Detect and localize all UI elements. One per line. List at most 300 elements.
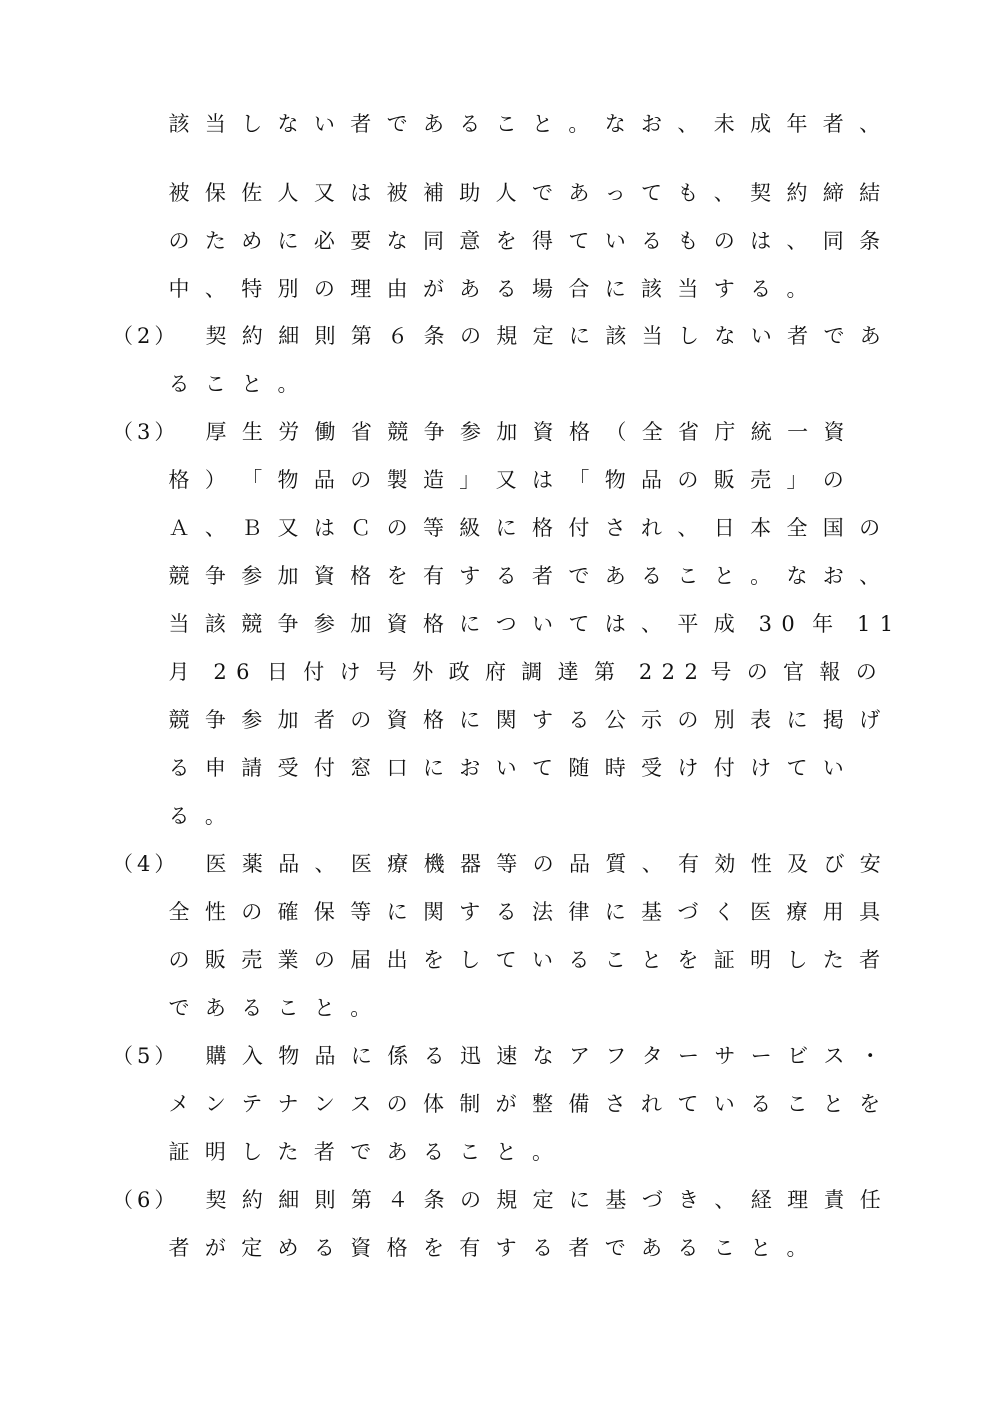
text-char: 契 — [205, 1188, 227, 1212]
text-char: 得 — [532, 229, 553, 253]
text-char: て — [786, 756, 808, 780]
text-char: 特 — [241, 277, 263, 301]
text-char: に — [786, 708, 808, 732]
text-char: 品 — [278, 852, 300, 876]
text-char: 第 — [594, 660, 615, 684]
text-char: 第 — [350, 324, 372, 348]
text-char: に — [459, 612, 481, 636]
text-char: 、 — [204, 516, 226, 540]
text-char: 。 — [786, 1236, 808, 1260]
text-char: は — [750, 229, 772, 253]
text-char: 売 — [750, 468, 772, 492]
text-char: 」 — [459, 468, 481, 492]
text-char: こ — [459, 1140, 481, 1164]
text-char: 者 — [568, 1236, 590, 1260]
text-char: と — [750, 1236, 772, 1260]
text-char: が — [204, 1236, 226, 1260]
text-line — [0, 221, 1000, 261]
text-char: 。 — [350, 996, 372, 1020]
text-char: 基 — [605, 1188, 627, 1212]
text-char: 必 — [313, 229, 335, 253]
text-char: 約 — [241, 324, 263, 348]
text-char: 本 — [750, 516, 772, 540]
text-char: 競 — [168, 564, 190, 588]
text-char: 格 — [569, 420, 590, 444]
text-char: 品 — [641, 468, 663, 492]
text-char: 受 — [277, 756, 299, 780]
text-char: さ — [604, 1092, 626, 1116]
text-char: 医 — [750, 900, 772, 924]
text-char: を — [422, 1236, 444, 1260]
text-char: 別 — [277, 277, 299, 301]
text-line — [0, 1132, 1000, 1172]
text-char: 療 — [786, 900, 808, 924]
text-char: で — [168, 996, 190, 1020]
text-char: つ — [495, 612, 517, 636]
text-char: ス — [350, 1092, 372, 1116]
text-char: し — [678, 324, 700, 348]
text-char: 中 — [168, 277, 190, 301]
text-char: 統 — [750, 420, 772, 444]
text-char: け — [677, 756, 699, 780]
text-char: 助 — [459, 181, 481, 205]
text-char: た — [277, 1140, 299, 1164]
text-char: 付 — [313, 756, 335, 780]
text-line — [0, 508, 1000, 548]
text-char: 用 — [822, 900, 844, 924]
text-char: す — [459, 900, 481, 924]
text-char: の — [168, 948, 190, 972]
text-char: 整 — [532, 1092, 553, 1116]
text-char: 加 — [350, 612, 372, 636]
text-char: で — [568, 564, 590, 588]
text-char: 者 — [350, 112, 372, 136]
text-char: 規 — [496, 324, 518, 348]
text-char: 器 — [459, 852, 481, 876]
text-char: 当 — [677, 277, 699, 301]
text-char: 表 — [750, 708, 772, 732]
text-char: 、 — [677, 112, 699, 136]
text-char: 制 — [459, 1092, 481, 1116]
text-char: て — [568, 229, 590, 253]
text-char: 性 — [204, 900, 226, 924]
text-char: 者 — [787, 324, 809, 348]
text-char: る — [495, 900, 517, 924]
text-char: に — [569, 1188, 590, 1212]
text-char: の — [313, 277, 335, 301]
text-char: お — [459, 756, 481, 780]
text-char: 格 — [168, 468, 190, 492]
text-char: 当 — [168, 612, 190, 636]
text-char: 、 — [641, 852, 663, 876]
text-char: 格 — [422, 708, 444, 732]
text-line — [0, 269, 1000, 309]
text-char: れ — [641, 1092, 663, 1116]
text-char: 争 — [204, 708, 226, 732]
text-char: に — [604, 900, 626, 924]
text-char: 安 — [859, 852, 881, 876]
text-line — [0, 556, 1000, 596]
text-char: こ — [277, 996, 299, 1020]
text-char: 及 — [787, 852, 809, 876]
text-char: タ — [641, 1044, 663, 1068]
text-char: で — [823, 324, 845, 348]
text-char: い — [604, 229, 626, 253]
text-char: る — [168, 804, 190, 828]
text-char: の — [822, 468, 844, 492]
text-char: 造 — [422, 468, 444, 492]
text-char: を — [859, 1092, 881, 1116]
text-char: に — [350, 1044, 372, 1068]
text-char: 販 — [713, 468, 735, 492]
text-char: 締 — [822, 181, 844, 205]
text-char: は — [313, 516, 335, 540]
text-char: 「 — [241, 468, 263, 492]
text-char: 競 — [168, 708, 190, 732]
text-char: れ — [641, 516, 663, 540]
text-char: フ — [605, 1044, 627, 1068]
text-char: の — [168, 229, 190, 253]
text-char: め — [241, 229, 263, 253]
text-line — [0, 748, 1000, 788]
text-char: ６ — [387, 324, 409, 348]
text-char: ナ — [277, 1092, 299, 1116]
text-char: 調 — [521, 660, 543, 684]
text-char: な — [386, 229, 408, 253]
text-char: 場 — [532, 277, 553, 301]
text-char: 政 — [448, 660, 470, 684]
text-char: 性 — [750, 852, 772, 876]
text-char: る — [532, 1236, 553, 1260]
text-char: 被 — [168, 181, 190, 205]
text-char: 細 — [278, 1188, 300, 1212]
text-char: く — [713, 900, 735, 924]
text-char: は — [532, 468, 553, 492]
text-char: 参 — [459, 420, 481, 444]
text-char: と — [241, 372, 263, 396]
text-char: き — [678, 1188, 700, 1212]
text-char: る — [459, 112, 481, 136]
text-char: 薬 — [241, 852, 263, 876]
text-char: 、 — [786, 229, 808, 253]
text-char: す — [532, 708, 553, 732]
text-char: ・ — [859, 1044, 881, 1068]
text-char: も — [677, 181, 699, 205]
text-char: 業 — [277, 948, 299, 972]
text-char: す — [713, 277, 735, 301]
text-char: 人 — [277, 181, 299, 205]
text-char: と — [641, 948, 663, 972]
text-char: Ａ — [168, 516, 190, 540]
text-char: 物 — [604, 468, 626, 492]
text-char: 関 — [422, 900, 444, 924]
text-char: 窓 — [350, 756, 372, 780]
text-line — [0, 604, 1000, 644]
text-char: 則 — [314, 324, 336, 348]
text-char: こ — [677, 564, 699, 588]
text-char: 全 — [641, 420, 663, 444]
text-char: 細 — [278, 324, 300, 348]
text-char: 資 — [350, 1236, 372, 1260]
text-char: 該 — [641, 277, 663, 301]
text-char: る — [568, 948, 590, 972]
text-char: あ — [459, 277, 481, 301]
text-char: 契 — [750, 181, 772, 205]
text-char: 時 — [604, 756, 626, 780]
text-line — [0, 104, 1000, 144]
text-char: 条 — [423, 324, 445, 348]
text-char: 争 — [423, 420, 445, 444]
text-char: で — [604, 1236, 626, 1260]
text-char: 有 — [678, 852, 700, 876]
text-char: 当 — [641, 324, 663, 348]
text-char: 格 — [350, 564, 372, 588]
text-char: 購 — [205, 1044, 227, 1068]
text-char: な — [604, 112, 626, 136]
text-char: お — [822, 564, 844, 588]
text-char: 物 — [278, 1044, 300, 1068]
text-char: 関 — [495, 708, 517, 732]
text-char: の — [313, 948, 335, 972]
text-char: る — [641, 564, 663, 588]
text-char: 物 — [277, 468, 299, 492]
text-line — [0, 316, 1000, 356]
text-char: 参 — [313, 612, 335, 636]
text-char: こ — [495, 112, 517, 136]
text-char: に — [386, 900, 408, 924]
text-char: に — [604, 277, 626, 301]
item-number: （2） — [112, 324, 180, 348]
text-char: 規 — [496, 1188, 518, 1212]
text-char: 又 — [277, 516, 299, 540]
text-char: 資 — [823, 420, 845, 444]
text-char: お — [641, 112, 663, 136]
text-char: け — [750, 756, 772, 780]
text-char: が — [495, 1092, 517, 1116]
text-char: る — [677, 1236, 699, 1260]
item-number: （3） — [112, 420, 180, 444]
text-char: 約 — [241, 1188, 263, 1212]
text-char: こ — [604, 948, 626, 972]
text-char: 示 — [641, 708, 663, 732]
text-line — [0, 1228, 1000, 1268]
text-char: で — [386, 112, 408, 136]
text-char: 労 — [278, 420, 300, 444]
text-char: で — [350, 1140, 372, 1164]
text-char: 申 — [204, 756, 226, 780]
text-line — [0, 1180, 1000, 1220]
text-char: 者 — [313, 708, 335, 732]
text-char: に — [459, 708, 481, 732]
text-line — [0, 173, 1000, 213]
text-line — [0, 412, 1000, 452]
text-char: 加 — [277, 708, 299, 732]
text-char: 補 — [422, 181, 444, 205]
text-char: る — [568, 708, 590, 732]
text-char: 付 — [303, 660, 325, 684]
text-char: 11 — [856, 612, 903, 636]
text-char: と — [313, 996, 335, 1020]
text-char: と — [713, 564, 735, 588]
text-char: 年 — [786, 112, 808, 136]
text-char: 付 — [713, 756, 735, 780]
text-char: 資 — [386, 612, 408, 636]
text-char: し — [786, 948, 808, 972]
text-char: 争 — [277, 612, 299, 636]
text-char: 定 — [241, 1236, 263, 1260]
text-char: な — [532, 1044, 554, 1068]
text-char: 由 — [386, 277, 408, 301]
text-char: 随 — [568, 756, 590, 780]
text-char: 。 — [532, 1140, 553, 1164]
text-char: の — [386, 516, 408, 540]
text-char: 参 — [241, 564, 263, 588]
text-char: の — [713, 229, 735, 253]
text-char: 。 — [750, 564, 772, 588]
text-char: 。 — [568, 112, 590, 136]
text-char: け — [339, 660, 361, 684]
text-char: 、 — [677, 516, 699, 540]
text-char: 生 — [241, 420, 263, 444]
text-char: び — [823, 852, 845, 876]
text-char: た — [204, 229, 226, 253]
text-char: に — [569, 324, 590, 348]
text-char: 月 — [168, 660, 190, 684]
text-char: 格 — [386, 1236, 408, 1260]
text-char: 又 — [313, 181, 335, 205]
text-char: る — [313, 1236, 335, 1260]
text-line — [0, 652, 1000, 692]
text-char: 有 — [459, 1236, 481, 1260]
text-char: に — [495, 516, 517, 540]
text-char: 基 — [641, 900, 663, 924]
text-char: 者 — [532, 564, 553, 588]
text-char: 年 — [812, 612, 834, 636]
text-char: 資 — [313, 564, 335, 588]
text-char: こ — [713, 1236, 735, 1260]
text-char: 人 — [495, 181, 517, 205]
text-char: る — [422, 1140, 444, 1164]
text-char: し — [241, 1140, 263, 1164]
text-char: 要 — [350, 229, 372, 253]
text-char: 者 — [859, 948, 881, 972]
text-char: 療 — [387, 852, 409, 876]
text-char: 日 — [266, 660, 288, 684]
text-char: 被 — [386, 181, 408, 205]
text-char: 明 — [204, 1140, 226, 1164]
text-char: ア — [569, 1044, 590, 1068]
text-char: 医 — [350, 852, 372, 876]
text-char: 号 — [710, 660, 732, 684]
text-char: い — [822, 756, 844, 780]
text-char: ） — [204, 468, 226, 492]
text-char: 資 — [532, 420, 554, 444]
text-char: で — [532, 181, 553, 205]
text-char: あ — [641, 1236, 663, 1260]
text-char: 則 — [314, 1188, 336, 1212]
text-char: 号 — [375, 660, 397, 684]
text-char: の — [677, 708, 699, 732]
text-char: 請 — [241, 756, 263, 780]
text-char: 確 — [277, 900, 299, 924]
text-char: 口 — [386, 756, 408, 780]
text-char: 理 — [350, 277, 372, 301]
text-char: 合 — [568, 277, 590, 301]
text-char: 販 — [204, 948, 226, 972]
text-char: い — [313, 112, 335, 136]
text-char: こ — [786, 1092, 808, 1116]
text-char: 定 — [532, 1188, 554, 1212]
text-char: 約 — [786, 181, 808, 205]
text-line — [0, 892, 1000, 932]
text-char: げ — [859, 708, 881, 732]
text-char: 省 — [678, 420, 700, 444]
text-char: 未 — [713, 112, 735, 136]
text-char: 、 — [641, 612, 663, 636]
text-char: 外 — [412, 660, 434, 684]
text-char: さ — [604, 516, 626, 540]
text-char: る — [750, 1092, 772, 1116]
text-char: の — [459, 1188, 481, 1212]
text-line — [0, 1036, 1000, 1076]
text-char: 効 — [714, 852, 736, 876]
text-char: （ — [605, 420, 627, 444]
text-char: し — [241, 112, 263, 136]
text-char: あ — [568, 181, 590, 205]
text-char: 、 — [714, 1188, 736, 1212]
text-char: ー — [678, 1044, 700, 1068]
item-number: （4） — [112, 852, 180, 876]
text-char: 者 — [168, 1236, 190, 1260]
text-char: て — [641, 181, 663, 205]
text-char: メ — [168, 1092, 190, 1116]
text-char: る — [241, 996, 263, 1020]
text-char: Ｃ — [350, 516, 372, 540]
text-char: 働 — [314, 420, 336, 444]
text-char: 」 — [786, 468, 808, 492]
text-char: あ — [422, 112, 444, 136]
text-char: 府 — [484, 660, 506, 684]
text-char: る — [423, 1044, 445, 1068]
text-char: 入 — [241, 1044, 263, 1068]
text-char: と — [495, 1140, 517, 1164]
item-number: （5） — [112, 1044, 180, 1068]
text-line — [0, 364, 1000, 404]
text-char: 該 — [204, 612, 226, 636]
text-char: サ — [714, 1044, 736, 1068]
text-char: 全 — [168, 900, 190, 924]
text-char: 受 — [641, 756, 663, 780]
text-char: 、 — [713, 181, 735, 205]
text-char: 争 — [204, 564, 226, 588]
text-char: 、 — [859, 112, 881, 136]
text-char: 品 — [569, 852, 590, 876]
text-char: の — [746, 660, 768, 684]
text-char: 任 — [859, 1188, 881, 1212]
text-char: あ — [604, 564, 626, 588]
text-char: の — [459, 324, 481, 348]
text-char: 有 — [422, 564, 444, 588]
text-char: 結 — [859, 181, 881, 205]
text-char: 具 — [859, 900, 881, 924]
text-char: 日 — [713, 516, 735, 540]
text-char: ー — [750, 1044, 772, 1068]
text-char: 者 — [313, 1140, 335, 1164]
text-char: と — [532, 112, 553, 136]
text-char: す — [459, 564, 481, 588]
text-line — [0, 940, 1000, 980]
text-char: 26 — [213, 660, 259, 684]
